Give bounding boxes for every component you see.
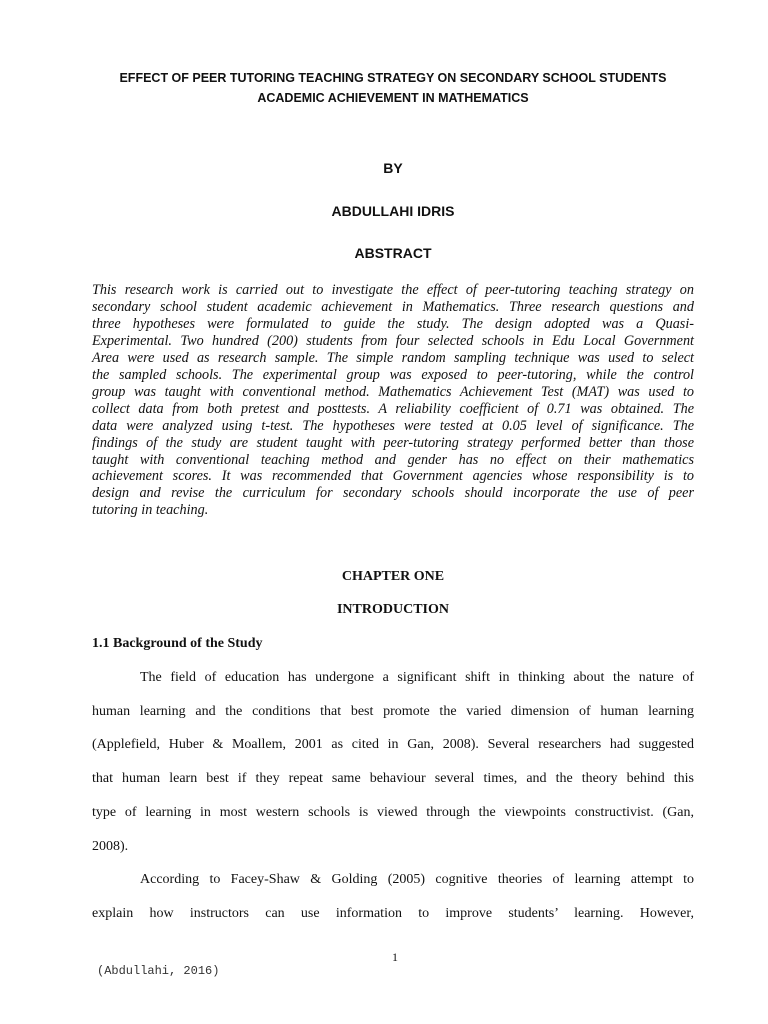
document-title xyxy=(92,68,694,108)
by-label: BY xyxy=(383,160,403,176)
abstract-line: Area were used as research sample. The simple random sampling technique was used to select xyxy=(92,349,694,366)
abstract-line: data were analyzed using t-test. The hypotheses were tested at 0.05 level of significance. The xyxy=(92,417,694,434)
author-name: ABDULLAHI IDRIS xyxy=(331,203,455,219)
background-paragraph-1 xyxy=(92,661,694,863)
page-number: 1 xyxy=(392,950,398,964)
abstract-line: the sampled schools. The experimental group was exposed to peer-tutoring, while the control xyxy=(92,366,694,383)
paragraph-line: that human learn best if they repeat same behaviour several times, and the theory behind this xyxy=(92,771,694,787)
paragraph-line: type of learning in most western schools is viewed through the viewpoints constructivist. (Gan, xyxy=(92,804,694,820)
paragraph-line: explain how instructors can use information to improve students’ learning. However, xyxy=(92,905,694,921)
abstract-line: achievement scores. It was recommended that Government agencies whose responsibility is to xyxy=(92,468,694,485)
paragraph-line: According to Facey-Shaw & Golding (2005) cognitive theories of learning attempt to xyxy=(140,872,694,887)
abstract-line: secondary school student academic achievement in Mathematics. Three research questions and xyxy=(92,298,694,315)
abstract-heading: ABSTRACT xyxy=(354,245,432,261)
introduction-heading: INTRODUCTION xyxy=(336,602,449,617)
abstract-line: Experimental. Two hundred (200) students from four selected schools in Edu Local Government xyxy=(92,332,694,349)
abstract-line: three hypotheses were formulated to guide the study. The design adopted was a Quasi- xyxy=(92,315,694,332)
abstract-line: group was taught with conventional method. Mathematics Achievement Test (MAT) was used to xyxy=(92,383,694,400)
title-line-2: ACADEMIC ACHIEVEMENT IN MATHEMATICS xyxy=(257,91,529,105)
abstract-line: tutoring in teaching. xyxy=(92,502,209,519)
abstract-line: findings of the study are student taught with peer-tutoring strategy performed better than those xyxy=(92,434,694,451)
title-line-1: EFFECT OF PEER TUTORING TEACHING STRATEGY ON SECONDARY SCHOOL STUDENTS xyxy=(119,71,667,85)
chapter-heading: CHAPTER ONE xyxy=(341,569,445,584)
paragraph-line: The field of education has undergone a significant shift in thinking about the nature of xyxy=(140,670,694,685)
abstract-line: collect data from both pretest and posttests. A reliability coefficient of 0.71 was obtained. The xyxy=(92,400,694,417)
abstract-line: design and revise the curriculum for secondary schools should incorporate the use of peer xyxy=(92,485,694,502)
section-heading: 1.1 Background of the Study xyxy=(92,636,263,651)
abstract-body xyxy=(92,282,694,519)
paragraph-line: (Applefield, Huber & Moallem, 2001 as cited in Gan, 2008). Several researchers had suggested xyxy=(92,737,694,753)
paragraph-line: human learning and the conditions that best promote the varied dimension of human learning xyxy=(92,703,694,719)
footer-note: (Abdullahi, 2016) xyxy=(97,964,220,978)
paragraph-line: 2008). xyxy=(92,838,129,854)
abstract-line: This research work is carried out to investigate the effect of peer-tutoring teaching strategy on xyxy=(92,282,694,298)
abstract-line: taught with conventional teaching method and gender has no effect on their mathematics xyxy=(92,451,694,468)
background-paragraph-2 xyxy=(92,863,694,930)
